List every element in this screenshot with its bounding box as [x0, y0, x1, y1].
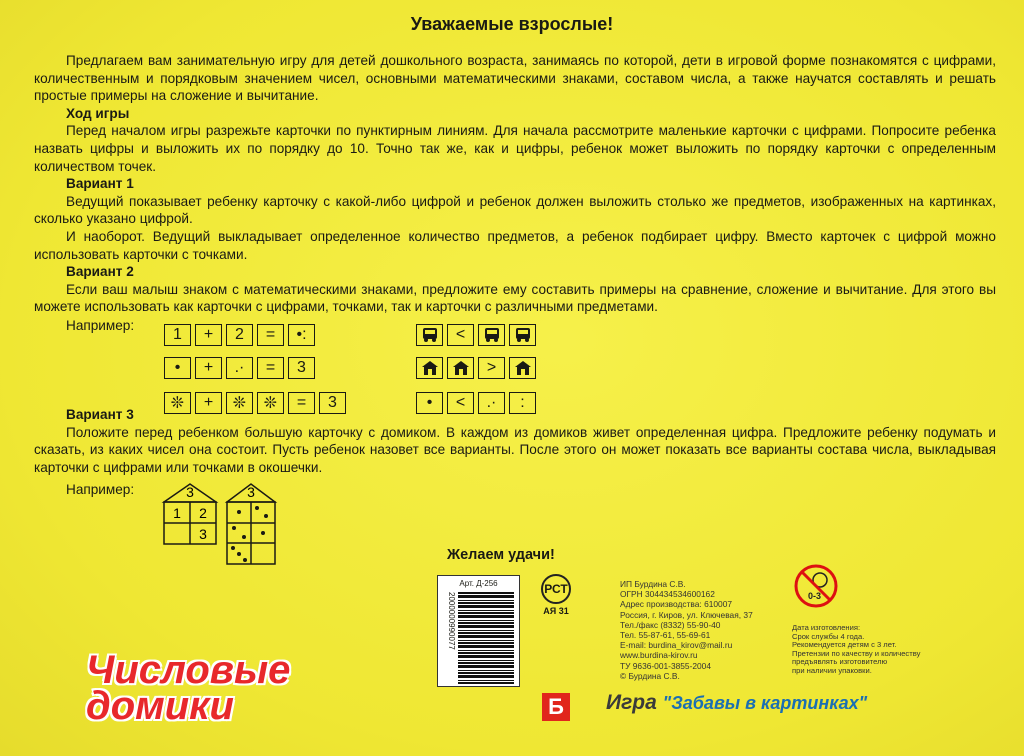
variant1-paragraph-1: Ведущий показывает ребенку карточку с какой-либо цифрой и ребенок должен выложить столько же предметов, изображенных на картинках, сколько указано цифрой.	[34, 193, 996, 227]
certification-mark	[536, 574, 576, 616]
example-row-2	[164, 357, 315, 379]
card-snowflake: ❊	[257, 392, 284, 414]
intro-paragraph: Предлагаем вам занимательную игру для детей дошкольного возраста, занимаясь по которой, дети в игровой форме познакомятся с цифрами, количественным и порядковым значением чисел, основными математическими знаками, составом числа, а также научатся составлять и решать простые примеры на сложение и вычитание.	[34, 53, 996, 104]
example-row-right-2	[416, 357, 536, 379]
card-dots: :	[509, 392, 536, 414]
page-title: Уважаемые взрослые!	[410, 14, 614, 34]
card-dots	[288, 324, 315, 346]
card-digit: 1	[164, 324, 191, 346]
card-sign: <	[447, 392, 474, 414]
card-sign: +	[195, 392, 222, 414]
card-sign: =	[257, 324, 284, 346]
variant3-block	[34, 406, 996, 476]
variant1-paragraph-2: И наоборот. Ведущий выкладывает определенное количество предметов, а ребенок подбирает цифру. Вместо карточек с цифрой можно использовать карточки с точками.	[34, 228, 996, 262]
series-name: "Забавы в картинках"	[662, 693, 868, 713]
info-line: ОГРН 304434534600162	[620, 589, 715, 600]
course-heading: Ход игры	[66, 105, 130, 121]
publisher-logo-icon: Б	[542, 693, 570, 721]
card-dots: •	[416, 392, 443, 414]
pct-icon: РСТ	[541, 574, 571, 604]
info-line: © Бурдина С.В.	[620, 670, 680, 681]
variant2-heading: Вариант 2	[66, 264, 134, 280]
variant2-paragraph: Если ваш малыш знаком с математическими знаками, предложите ему составить примеры на сравнение, сложение и вычитание. Для этого вы можете использовать как карточки с цифрами, точками, так и карточки с различными предметами.	[34, 281, 996, 315]
card-dots: •	[164, 357, 191, 379]
manufacture-notes	[792, 624, 972, 676]
info-line: Тел./факс (8332) 55-90-40	[620, 619, 721, 630]
wish-text: Желаем удачи!	[447, 547, 555, 563]
card-digit: 3	[288, 357, 315, 379]
info-line: ТУ 9636-001-3855-2004	[620, 660, 711, 671]
house-cell: 1	[173, 505, 181, 521]
bus-icon	[478, 324, 505, 346]
house-digits	[160, 482, 220, 546]
info-line: www.burdina-kirov.ru	[620, 650, 698, 661]
card-dots: .·	[478, 392, 505, 414]
info-line: Россия, г. Киров, ул. Ключевая, 37	[620, 609, 753, 620]
info-line: E-mail: burdina_kirov@mail.ru	[620, 640, 733, 651]
barcode-number: 2000000990077	[447, 592, 456, 650]
bus-icon	[509, 324, 536, 346]
example-row-right-1	[416, 324, 536, 346]
card-snowflake: ❊	[226, 392, 253, 414]
info-line: Тел. 55-87-61, 55-69-61	[620, 630, 711, 641]
example-row-1	[164, 324, 315, 346]
mfg-line: предъявлять изготовителю	[792, 657, 888, 667]
barcode	[437, 575, 520, 687]
age-mark-text: 0-3	[808, 591, 822, 601]
mfg-line: при наличии упаковки.	[792, 665, 872, 675]
card-snowflake: ❊	[164, 392, 191, 414]
dots-text: •:	[296, 326, 307, 343]
house-cell: 2	[199, 505, 207, 521]
cert-code: АЯ 31	[543, 606, 569, 616]
mfg-line: Срок службы 4 года.	[792, 631, 865, 641]
example-label-1: Например:	[66, 318, 135, 333]
game-logo	[86, 648, 291, 728]
logo-line-2: домики	[86, 684, 234, 728]
info-line: Адрес производства: 610007	[620, 599, 733, 610]
variant3-paragraph: Положите перед ребенком большую карточку с домиком. В каждом из домиков живет определенная цифра. Предложите ребенку подумать и сказать, из каких чисел она состоит. Пусть ребенок назовет все варианты. После этого он может показать все варианты состава числа, выкладывая карточки с цифрами или точками в окошечки.	[34, 424, 996, 475]
house-icon	[509, 357, 536, 379]
course-paragraph: Перед началом игры разрежьте карточки по пунктирным линиям. Для начала рассмотрите маленькие карточки с цифрами. Попросите ребенка назвать цифры и выложить их по порядку до 10. Точно так же, как и цифры, ребенок может выложить по порядку карточки с определенным количеством точек.	[34, 123, 996, 174]
house-icon	[447, 357, 474, 379]
house-dots	[224, 482, 278, 568]
card-sign: >	[478, 357, 505, 379]
house-roof-number: 3	[247, 484, 255, 500]
logo-line-1: Числовые	[86, 648, 291, 692]
house-roof-number: 3	[186, 484, 194, 500]
bus-icon	[416, 324, 443, 346]
card-digit: 3	[319, 392, 346, 414]
age-restriction-icon	[793, 563, 839, 609]
mfg-line: Рекомендуется детям с 3 лет.	[792, 640, 897, 650]
house-cell: 3	[199, 526, 207, 542]
house-icon	[416, 357, 443, 379]
mfg-line: Претензии по качеству и количеству	[792, 648, 921, 658]
card-dots: .·	[226, 357, 253, 379]
info-line: ИП Бурдина С.В.	[620, 579, 686, 589]
article-number: Арт. Д-256	[459, 579, 498, 588]
card-digit: 2	[226, 324, 253, 346]
card-sign: +	[195, 324, 222, 346]
series-title	[606, 691, 867, 715]
manufacturer-info	[620, 579, 753, 681]
card-sign: =	[288, 392, 315, 414]
variant1-heading: Вариант 1	[66, 176, 134, 192]
card-sign: =	[257, 357, 284, 379]
instructions	[34, 52, 996, 316]
barcode-bars	[458, 592, 514, 684]
series-prefix: Игра	[606, 691, 657, 714]
example-label-2: Например:	[66, 482, 135, 497]
variant3-heading: Вариант 3	[66, 407, 134, 422]
mfg-line: Дата изготовления:	[792, 623, 861, 632]
card-sign: <	[447, 324, 474, 346]
card-sign: +	[195, 357, 222, 379]
